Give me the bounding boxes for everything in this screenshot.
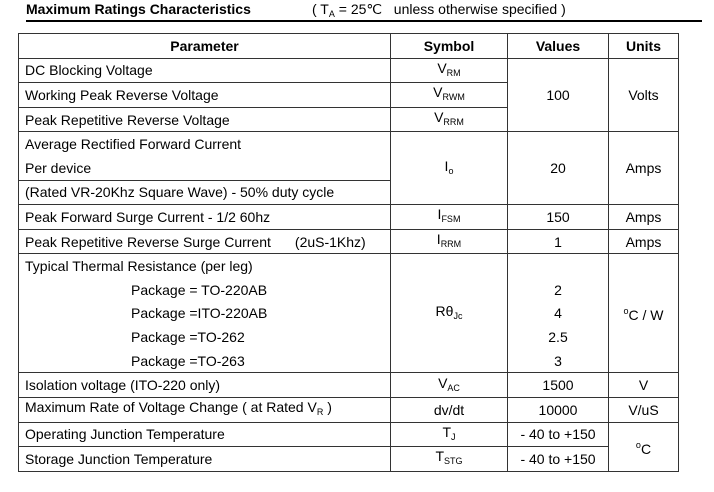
unit-cell: $^o$C / W xyxy=(609,254,679,373)
unit-cell: V/uS xyxy=(609,397,679,422)
table-row xyxy=(19,349,679,373)
value-cell: 10000 xyxy=(508,397,609,422)
value-cell: 2 xyxy=(508,278,609,302)
symbol-cell: $R\theta_{Jc}$ xyxy=(391,254,508,373)
table-row xyxy=(19,132,679,156)
section-header xyxy=(26,0,702,22)
unit-cell: V xyxy=(609,373,679,398)
symbol-cell: $V_{RM}$ xyxy=(391,58,508,83)
param-cell: Peak Repetitive Reverse Voltage xyxy=(19,107,391,132)
param-cell: Storage Junction Temperature xyxy=(19,447,391,472)
symbol-cell: dv/dt xyxy=(391,397,508,422)
param-cell: Average Rectified Forward Current xyxy=(19,132,391,156)
symbol-cell: $T_J$ xyxy=(391,422,508,447)
value-cell: 1 xyxy=(508,229,609,254)
value-cell: 20 xyxy=(508,132,609,205)
param-cell: Maximum Rate of Voltage Change ( at Rated $V_R$ ) xyxy=(19,397,391,422)
param-cell: Peak Forward Surge Current - 1/2 60hz xyxy=(19,205,391,230)
section-title: Maximum Ratings Characteristics xyxy=(26,1,251,17)
value-cell: 100 xyxy=(508,58,609,132)
table-row xyxy=(19,447,679,472)
table-row xyxy=(19,254,679,278)
col-header-values: Values xyxy=(508,34,609,59)
value-cell xyxy=(508,254,609,278)
param-cell: Package =TO-262 xyxy=(19,325,391,349)
symbol-cell: $T_{STG}$ xyxy=(391,447,508,472)
table-row xyxy=(19,205,679,230)
table-row xyxy=(19,58,679,83)
value-cell: 1500 xyxy=(508,373,609,398)
unit-cell: Amps xyxy=(609,205,679,230)
symbol-cell: $I_{RRM}$ xyxy=(391,229,508,254)
param-cell: Isolation voltage (ITO-220 only) xyxy=(19,373,391,398)
param-cell: Package =TO-263 xyxy=(19,349,391,373)
value-cell: - 40 to +150 xyxy=(508,447,609,472)
table-header-row xyxy=(19,34,679,59)
header-divider xyxy=(26,20,702,22)
table-row xyxy=(19,229,679,254)
unit-cell: Amps xyxy=(609,229,679,254)
unit-cell: Amps xyxy=(609,132,679,205)
value-cell: 150 xyxy=(508,205,609,230)
value-cell: 3 xyxy=(508,349,609,373)
col-header-parameter: Parameter xyxy=(19,34,391,59)
table-row xyxy=(19,422,679,447)
param-cell: Working Peak Reverse Voltage xyxy=(19,83,391,108)
symbol-cell: $I_o$ xyxy=(391,132,508,205)
unit-cell: $^o$C xyxy=(609,422,679,471)
param-cell: Package = TO-220AB xyxy=(19,278,391,302)
table-row xyxy=(19,302,679,326)
symbol-cell: $V_{RRM}$ xyxy=(391,107,508,132)
table-row xyxy=(19,278,679,302)
col-header-units: Units xyxy=(609,34,679,59)
symbol-cell: $V_{RWM}$ xyxy=(391,83,508,108)
param-cell: DC Blocking Voltage xyxy=(19,58,391,83)
symbol-cell: $I_{FSM}$ xyxy=(391,205,508,230)
param-cell: Typical Thermal Resistance (per leg) xyxy=(19,254,391,278)
table-row xyxy=(19,373,679,398)
param-cell: (Rated VR-20Khz Square Wave) - 50% duty cycle xyxy=(19,180,391,205)
value-cell: - 40 to +150 xyxy=(508,422,609,447)
ratings-table xyxy=(18,33,679,472)
section-condition: ( $T_A$ = 25℃ unless otherwise specified ) xyxy=(312,1,566,19)
param-cell: Per device xyxy=(19,156,391,180)
param-cell: Peak Repetitive Reverse Surge Current (2uS-1Khz) xyxy=(19,229,391,254)
param-cell: Operating Junction Temperature xyxy=(19,422,391,447)
symbol-cell: $V_{AC}$ xyxy=(391,373,508,398)
value-cell: 2.5 xyxy=(508,325,609,349)
value-cell: 4 xyxy=(508,302,609,326)
col-header-symbol: Symbol xyxy=(391,34,508,59)
unit-cell: Volts xyxy=(609,58,679,132)
param-cell: Package =ITO-220AB xyxy=(19,302,391,326)
table-row xyxy=(19,325,679,349)
table-row xyxy=(19,397,679,422)
